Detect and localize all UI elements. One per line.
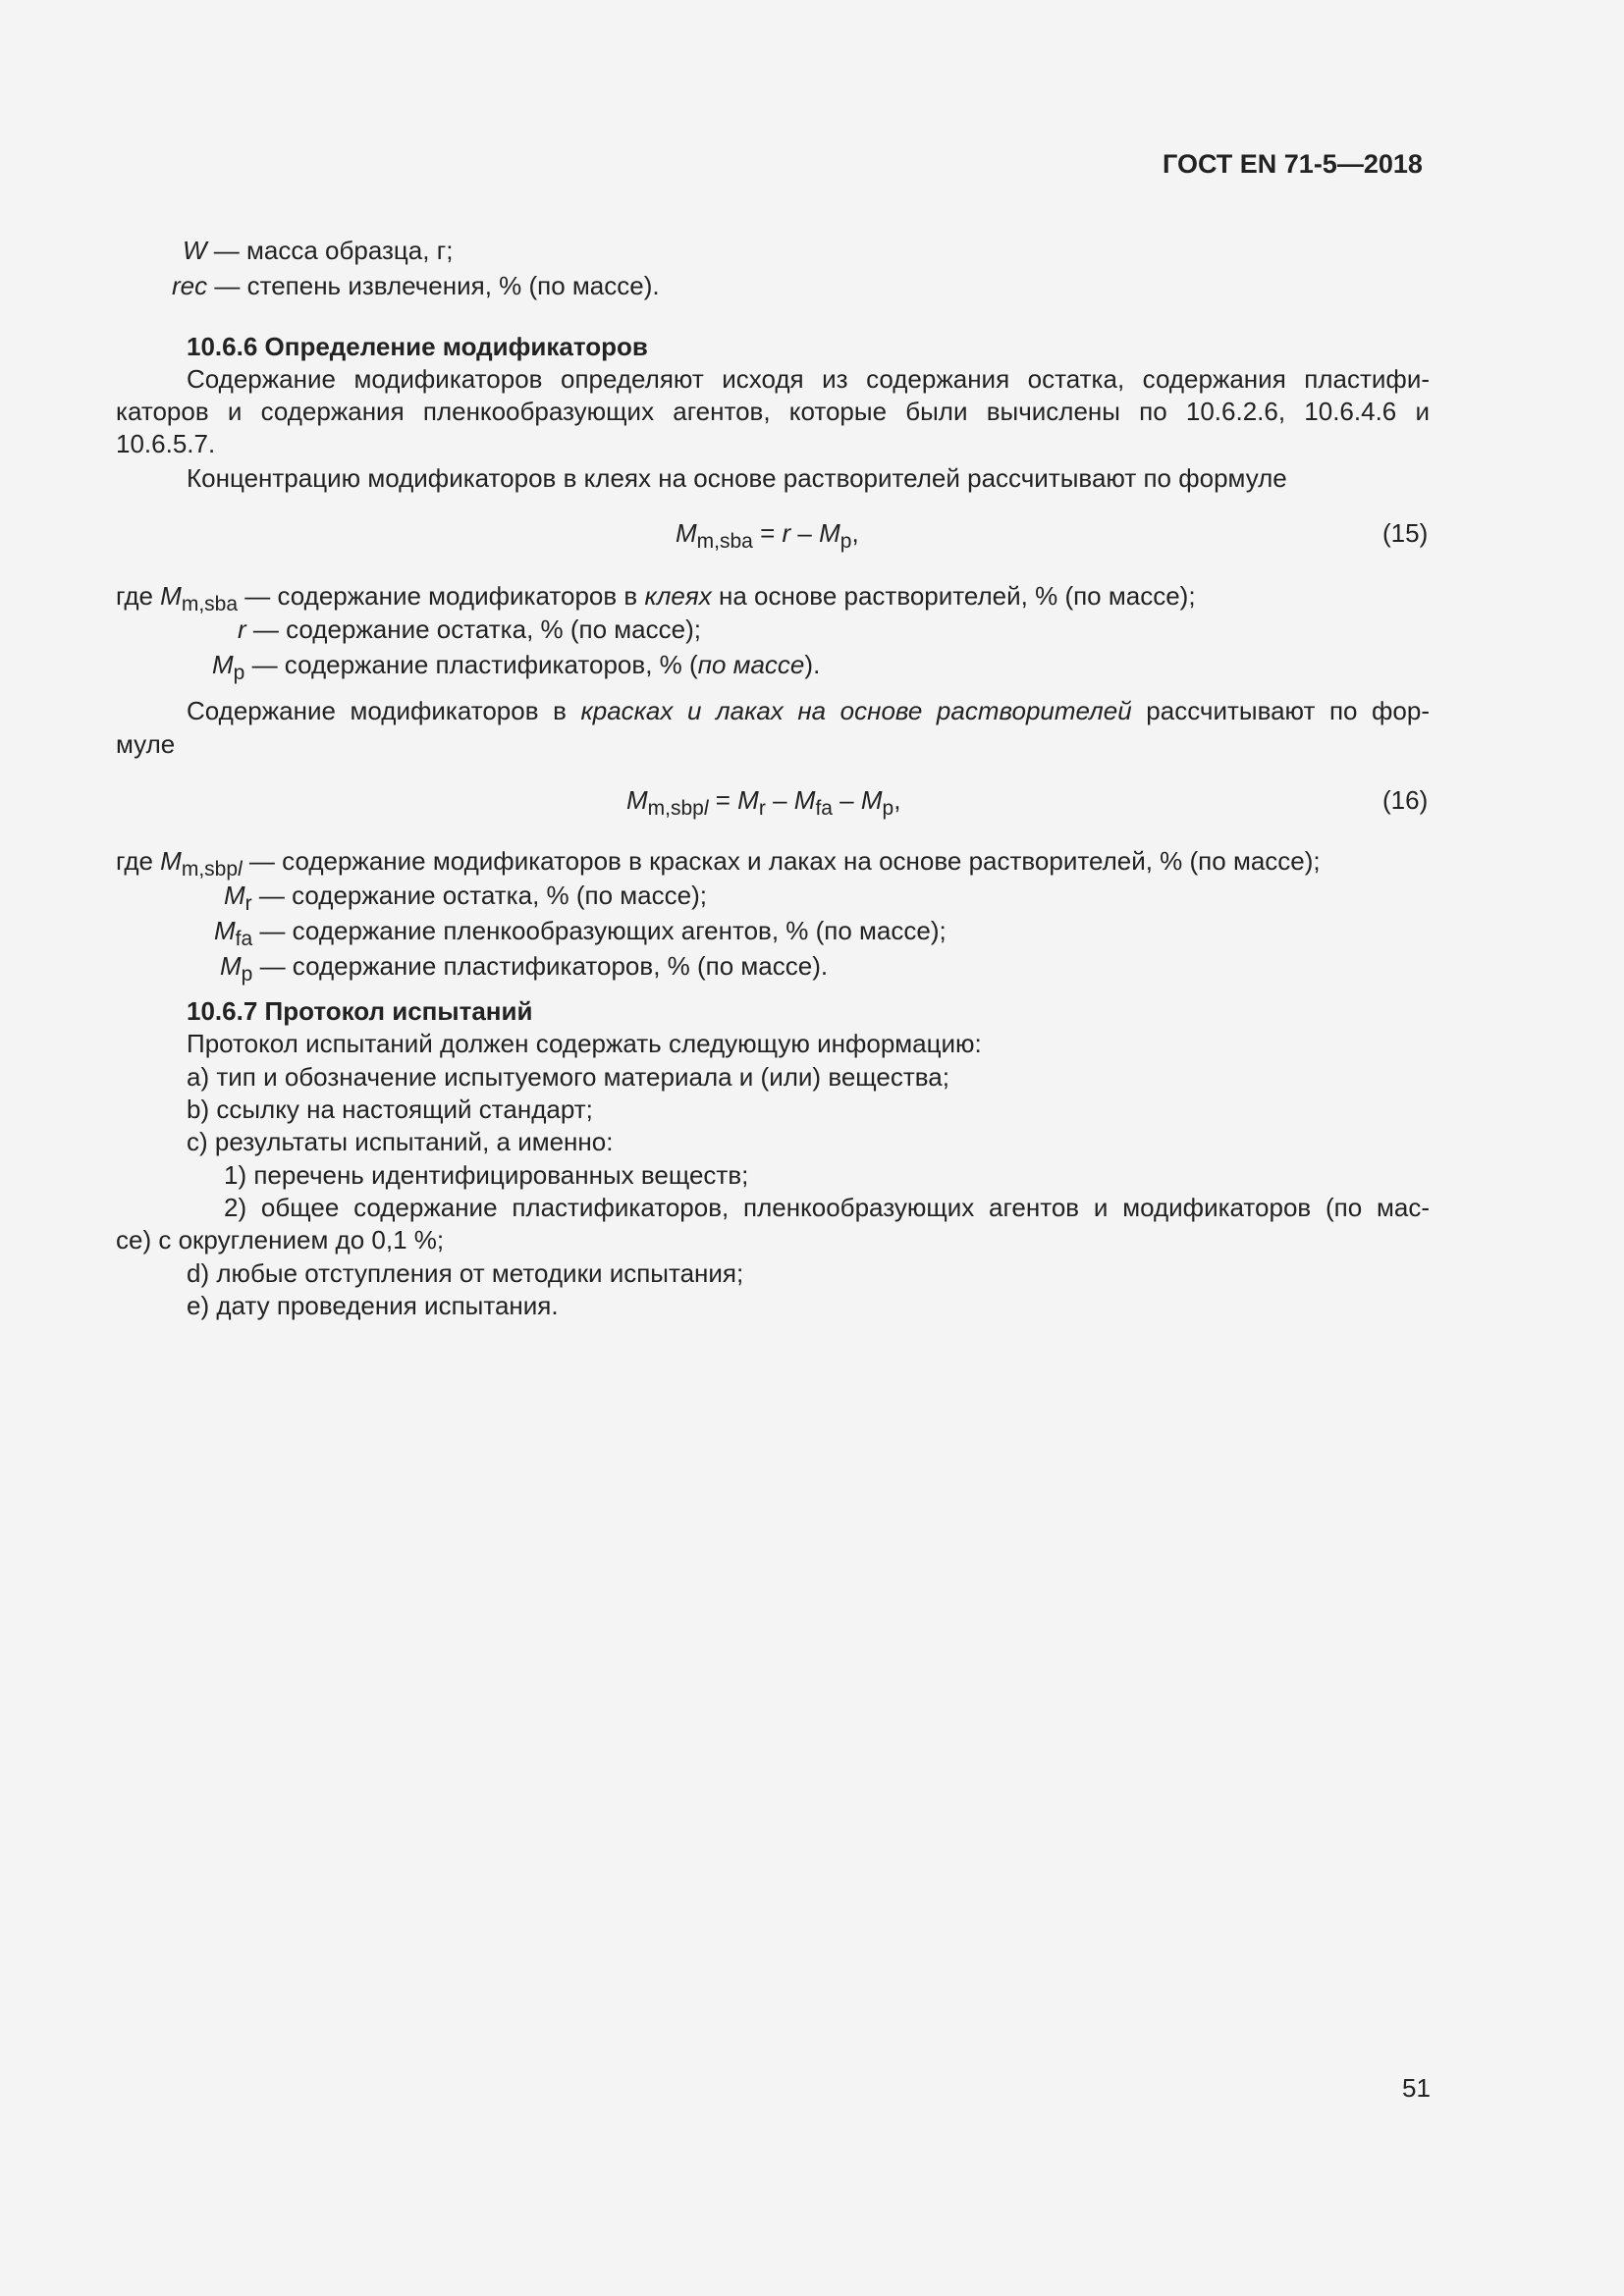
sub-list-item: 1) перечень идентифицированных веществ;	[224, 1160, 749, 1190]
paragraph-line: каторов и содержания пленкообразующих агентов, которые были вычислены по 10.6.2.6, 10.6.4.6 и	[116, 397, 1430, 426]
document-code-header: ГОСТ EN 71-5—2018	[1163, 149, 1423, 179]
list-item: c) результаты испытаний, а именно:	[187, 1127, 614, 1156]
list-item: d) любые отступления от методики испытания;	[187, 1258, 744, 1288]
formula-number-16: (16)	[1382, 785, 1429, 815]
page-number: 51	[1402, 2073, 1431, 2103]
section-heading-10-6-7: 10.6.7 Протокол испытаний	[187, 996, 533, 1026]
paragraph-line: Протокол испытаний должен содержать следующую информацию:	[187, 1029, 982, 1058]
paragraph-formula-intro: Концентрацию модификаторов в клеях на основе растворителей рассчитывают по формуле	[187, 463, 1287, 493]
where-definition: где $M_{m,sba}$ — содержание модификаторов в клеях на основе растворителей, % (по массе);	[116, 581, 1196, 615]
where-definition: $M_r$ — содержание остатка, % (по массе);	[224, 881, 707, 915]
list-item: e) дату проведения испытания.	[187, 1291, 559, 1320]
list-item: a) тип и обозначение испытуемого материала и (или) вещества;	[187, 1062, 949, 1092]
definition-rec: rec — степень извлечения, % (по массе).	[172, 271, 660, 300]
paragraph-line: Содержание модификаторов определяют исходя из содержания остатка, содержания пластифи-	[187, 364, 1430, 394]
section-heading-10-6-6: 10.6.6 Определение модификаторов	[187, 332, 648, 361]
sub-list-item: се) с округлением до 0,1 %;	[116, 1225, 445, 1255]
where-definition: r — содержание остатка, % (по массе);	[238, 614, 701, 644]
where-definition: $M_p$ — содержание пластификаторов, % (по массе).	[220, 951, 829, 986]
definition-w: W — масса образца, г;	[183, 236, 454, 265]
formula-16: $M_{m,sbpl} = M_r - M_{fa} - M_p$,	[626, 785, 901, 820]
formula-15: $M_{m,sba} = r - M_p$,	[676, 518, 859, 553]
paragraph-line: 10.6.5.7.	[116, 429, 216, 458]
paragraph-line: муле	[116, 729, 176, 759]
list-item: b) ссылку на настоящий стандарт;	[187, 1095, 593, 1124]
where-definition: $M_{fa}$ — содержание пленкообразующих агентов, % (по массе);	[214, 916, 947, 950]
paragraph-line: Содержание модификаторов в красках и лаках на основе растворителей рассчитывают по фор-	[187, 696, 1431, 725]
sub-list-item: 2) общее содержание пластификаторов, пленкообразующих агентов и модификаторов (по мас-	[224, 1193, 1430, 1222]
where-definition: $M_p$ — содержание пластификаторов, % (по массе).	[212, 650, 821, 684]
formula-number-15: (15)	[1382, 518, 1429, 548]
where-definition: где $M_{m,sbpl}$ — содержание модификаторов в красках и лаках на основе растворителей, % (по массе);	[116, 846, 1321, 881]
